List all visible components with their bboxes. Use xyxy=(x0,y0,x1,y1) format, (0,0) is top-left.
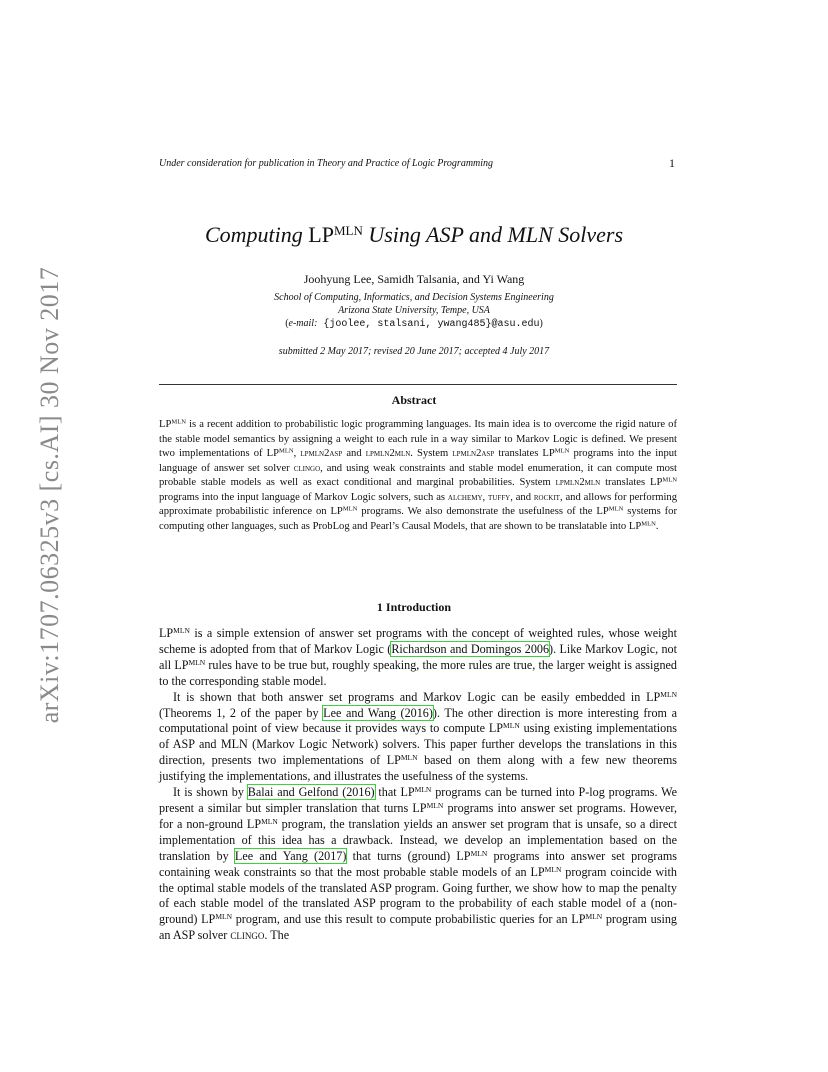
running-head: Under consideration for publication in Theory and Practice of Logic Programming xyxy=(159,158,494,169)
title-post: Using ASP and MLN Solvers xyxy=(362,222,624,247)
title-sup: MLN xyxy=(333,222,363,238)
citation-link[interactable]: Lee and Yang (2017) xyxy=(234,848,347,863)
page-number: 1 xyxy=(669,156,675,170)
affiliation-line-1: School of Computing, Informatics, and Decision Systems Engineering xyxy=(274,292,554,303)
abstract-heading: Abstract xyxy=(391,393,437,407)
email-addresses: {joolee, stalsani, ywang485}@asu.edu xyxy=(317,319,540,330)
title-pre: Computing xyxy=(204,222,309,247)
citation-link[interactable]: Richardson and Domingos 2006 xyxy=(391,641,550,656)
section-heading-introduction: 1 Introduction xyxy=(376,600,452,614)
introduction-body xyxy=(159,626,677,944)
intro-paragraph-2: It is shown that both answer set programs and Markov Logic can be easily embedded in $LP^{MLN}$ (Theorems 1, 2 of the paper by Lee and Wang (2016)). The other direction is more interesting from a computational point of view because it provides ways to compute $LP^{MLN}$ using existing implementations of ASP and MLN (Markov Logic Network) solvers. This paper further develops the translations in this direction, presents two implementations of $LP^{MLN}$ based on them along with a few new theorems justifying the implementations, and illustrates the usefulness of the systems. xyxy=(159,689,677,784)
title-lp: LP xyxy=(308,222,334,247)
intro-paragraph-3: It is shown by Balai and Gelfond (2016) that $LP^{MLN}$ programs can be turned into P-log programs. We present a similar but simpler translation that turns $LP^{MLN}$ programs into answer set programs. However, for a non-ground $LP^{MLN}$ program, the translation yields an answer set program that is unsafe, so a direct implementation of this idea has a drawback. Instead, we develop an implementation based on the translation by Lee and Yang (2017) that turns (ground) $LP^{MLN}$ programs into answer set programs containing weak constraints so that the most probable stable models of an $LP^{MLN}$ program coincide with the optimal stable models of the translated ASP program. Going further, we show how to map the penalty of each stable model of the translated ASP program to the probability of each stable model of a (non-ground) $LP^{MLN}$ program, and use this result to compute probabilistic queries for an $LP^{MLN}$ program using an ASP solver clingo. The xyxy=(159,784,678,943)
email-line: (e-mail: {joolee, stalsani, ywang485}@asu.edu) xyxy=(285,318,543,330)
citation-link[interactable]: Lee and Wang (2016) xyxy=(323,705,433,720)
authors: Joohyung Lee, Samidh Talsania, and Yi Wang xyxy=(303,272,525,286)
paper-title xyxy=(0,222,828,248)
intro-paragraph-1: $LP^{MLN}$ is a simple extension of answer set programs with the concept of weighted rules, whose weight scheme is adopted from that of Markov Logic (Richardson and Domingos 2006). Like Markov Logic, not all $LP^{MLN}$ rules have to be true but, roughly speaking, the more rules are true, the larger weight is assigned to the corresponding stable model. xyxy=(159,625,677,688)
abstract-text: $LP^{MLN}$ is a recent addition to probabilistic logic programming languages. Its main idea is to overcome the rigid nature of the stable model semantics by assigning a weight to each rule in a way similar to Markov Logic is defined. We present two implementations of $LP^{MLN}$, lpmln2asp and lpmln2mln. System lpmln2asp translates $LP^{MLN}$ programs into the input language of answer set solver clingo, and using weak constraints and stable model enumeration, it can compute most probable stable models as well as exact conditional and marginal probabilities. System lpmln2mln translates $LP^{MLN}$ programs into the input language of Markov Logic solvers, such as alchemy, tuffy, and rockit, and allows for performing approximate probabilistic inference on $LP^{MLN}$ programs. We also demonstrate the usefulness of the $LP^{MLN}$ systems for computing other languages, such as ProbLog and Pearl’s Causal Models, that are shown to be translatable into $LP^{MLN}$. xyxy=(159,418,678,532)
affiliation-line-2: Arizona State University, Tempe, USA xyxy=(338,305,490,316)
email-label: e-mail: xyxy=(288,318,318,329)
citation-link[interactable]: Balai and Gelfond (2016) xyxy=(247,785,375,800)
submission-dates: submitted 2 May 2017; revised 20 June 2017; accepted 4 July 2017 xyxy=(278,346,550,357)
horizontal-rule xyxy=(159,384,677,385)
arxiv-side-stamp: arXiv:1707.06325v3 [cs.AI] 30 Nov 2017 xyxy=(35,266,64,724)
